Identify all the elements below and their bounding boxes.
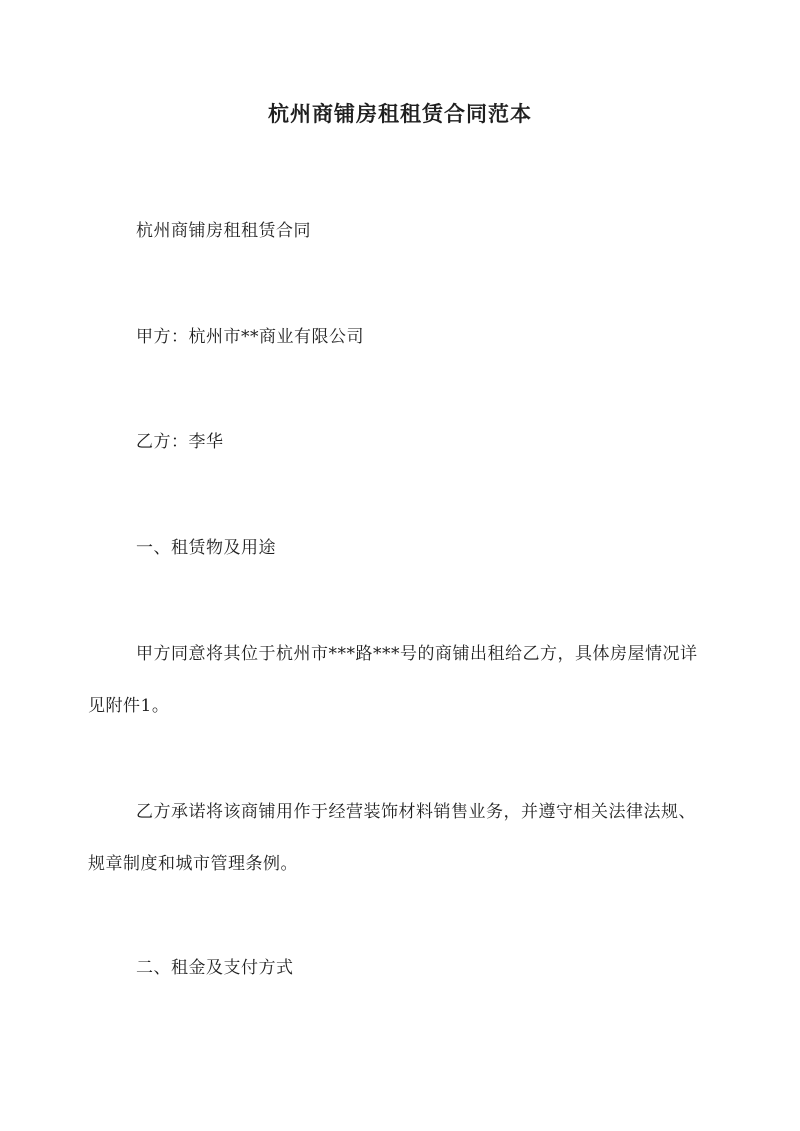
party-b-line: 乙方：李华 [136, 432, 224, 452]
party-a-line: 甲方：杭州市**商业有限公司 [136, 327, 364, 347]
document-title: 杭州商铺房租租赁合同范本 [268, 101, 532, 126]
paragraph-usage: 乙方承诺将该商铺用作于经营装饰材料销售业务，并遵守相关法律法规、规章制度和城市管理条例。 [88, 802, 696, 874]
contract-heading: 杭州商铺房租租赁合同 [136, 221, 311, 241]
section-heading-2: 二、租金及支付方式 [136, 958, 294, 978]
section-heading-1: 一、租赁物及用途 [136, 538, 276, 558]
paragraph-premises: 甲方同意将其位于杭州市***路***号的商铺出租给乙方，具体房屋情况详见附件1。 [88, 644, 698, 716]
